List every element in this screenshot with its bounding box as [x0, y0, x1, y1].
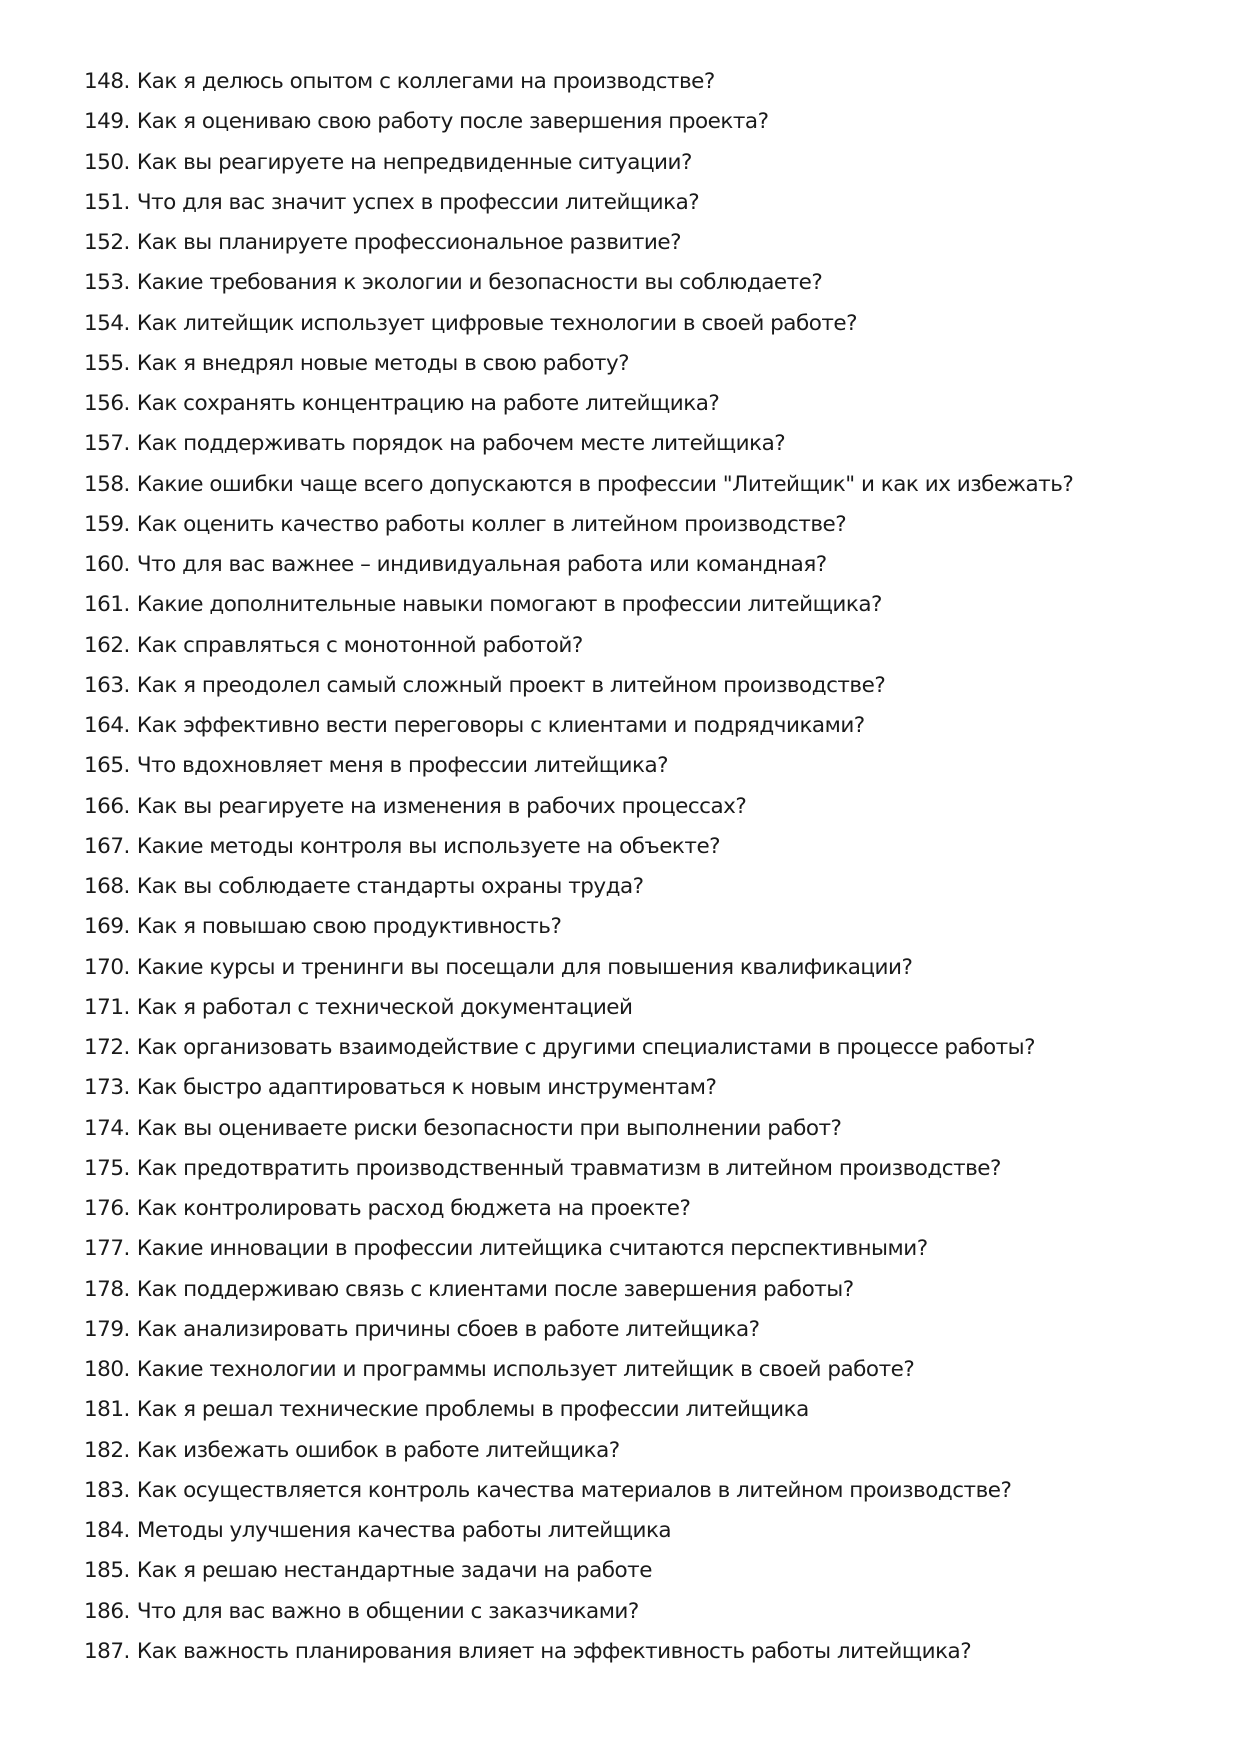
question-number: 161. [84, 592, 130, 618]
question-number: 178. [84, 1276, 130, 1302]
question-text: Какие ошибки чаще всего допускаются в профессии "Литейщик" и как их избежать? [136, 471, 1074, 497]
question-text: Какие инновации в профессии литейщика считаются перспективными? [136, 1236, 928, 1262]
question-item-151 [84, 183, 1204, 223]
question-item-152 [84, 223, 1204, 263]
question-item-182 [84, 1431, 1204, 1471]
question-item-169 [84, 907, 1204, 947]
question-list [84, 62, 1204, 1672]
question-text: Как литейщик использует цифровые технологии в своей работе? [136, 310, 858, 336]
question-item-175 [84, 1149, 1204, 1189]
question-number: 149. [84, 109, 130, 135]
question-item-171 [84, 988, 1204, 1028]
question-item-170 [84, 948, 1204, 988]
question-text: Какие методы контроля вы используете на объекте? [136, 833, 721, 859]
question-item-164 [84, 706, 1204, 746]
question-text: Как предотвратить производственный травматизм в литейном производстве? [136, 1155, 1001, 1181]
question-text: Как я преодолел самый сложный проект в литейном производстве? [136, 672, 886, 698]
question-item-158 [84, 465, 1204, 505]
question-text: Какие требования к экологии и безопасности вы соблюдаете? [136, 270, 823, 296]
question-number: 174. [84, 1115, 130, 1141]
question-text: Как я повышаю свою продуктивность? [136, 914, 562, 940]
question-number: 157. [84, 431, 130, 457]
question-item-167 [84, 827, 1204, 867]
question-item-148 [84, 62, 1204, 102]
question-item-155 [84, 344, 1204, 384]
question-number: 186. [84, 1598, 130, 1624]
question-number: 176. [84, 1196, 130, 1221]
question-number: 172. [84, 1035, 130, 1060]
question-item-183 [84, 1471, 1204, 1511]
question-item-161 [84, 585, 1204, 625]
question-item-157 [84, 424, 1204, 464]
question-number: 162. [84, 632, 130, 658]
question-number: 181. [84, 1397, 130, 1423]
question-number: 148. [84, 69, 130, 94]
question-text: Как вы реагируете на изменения в рабочих процессах? [136, 793, 747, 819]
question-text: Как оценить качество работы коллег в литейном производстве? [136, 511, 847, 537]
question-item-159 [84, 505, 1204, 545]
question-number: 185. [84, 1558, 130, 1584]
question-number: 183. [84, 1477, 130, 1503]
question-text: Что для вас значит успех в профессии литейщика? [136, 189, 700, 215]
question-number: 184. [84, 1518, 130, 1543]
question-number: 151. [84, 189, 130, 215]
question-item-168 [84, 867, 1204, 907]
question-text: Как быстро адаптироваться к новым инструментам? [136, 1075, 717, 1101]
question-item-162 [84, 626, 1204, 666]
question-text: Как поддерживаю связь с клиентами после завершения работы? [136, 1276, 854, 1302]
question-item-150 [84, 143, 1204, 183]
question-text: Какие технологии и программы использует литейщик в своей работе? [136, 1357, 915, 1382]
question-number: 177. [84, 1236, 130, 1262]
question-number: 175. [84, 1155, 130, 1181]
question-text: Как важность планирования влияет на эффективность работы литейщика? [136, 1638, 972, 1664]
question-item-156 [84, 384, 1204, 424]
question-text: Методы улучшения качества работы литейщика [136, 1518, 672, 1543]
question-item-173 [84, 1068, 1204, 1108]
question-number: 160. [84, 552, 130, 577]
question-number: 154. [84, 310, 130, 336]
question-item-154 [84, 304, 1204, 344]
question-text: Что вдохновляет меня в профессии литейщика? [136, 753, 669, 779]
question-text: Как осуществляется контроль качества материалов в литейном производстве? [136, 1477, 1012, 1503]
question-text: Какие дополнительные навыки помогают в профессии литейщика? [136, 592, 882, 618]
question-text: Как эффективно вести переговоры с клиентами и подрядчиками? [136, 713, 865, 738]
question-number: 163. [84, 672, 130, 698]
question-text: Как анализировать причины сбоев в работе литейщика? [136, 1316, 760, 1342]
question-number: 156. [84, 391, 130, 416]
question-text: Как справляться с монотонной работой? [136, 632, 583, 658]
question-number: 187. [84, 1638, 130, 1664]
question-item-176 [84, 1189, 1204, 1229]
question-number: 159. [84, 511, 130, 537]
question-text: Что для вас важнее – индивидуальная работа или командная? [136, 552, 827, 577]
question-number: 179. [84, 1316, 130, 1342]
question-text: Как вы оцениваете риски безопасности при выполнении работ? [136, 1115, 842, 1141]
question-text: Как я оцениваю свою работу после завершения проекта? [136, 109, 769, 135]
question-item-186 [84, 1592, 1204, 1632]
question-text: Как сохранять концентрацию на работе литейщика? [136, 391, 720, 416]
question-item-149 [84, 102, 1204, 142]
question-text: Как я решал технические проблемы в профессии литейщика [136, 1397, 809, 1423]
question-text: Как вы планируете профессиональное развитие? [136, 230, 681, 255]
question-item-179 [84, 1310, 1204, 1350]
question-text: Как контролировать расход бюджета на проекте? [136, 1196, 691, 1221]
question-number: 182. [84, 1437, 130, 1463]
question-item-180 [84, 1350, 1204, 1390]
question-number: 169. [84, 914, 130, 940]
question-number: 165. [84, 753, 130, 779]
question-item-185 [84, 1551, 1204, 1591]
question-text: Какие курсы и тренинги вы посещали для повышения квалификации? [136, 954, 913, 980]
question-number: 168. [84, 874, 130, 899]
question-number: 180. [84, 1357, 130, 1382]
question-item-172 [84, 1028, 1204, 1068]
question-text: Как вы реагируете на непредвиденные ситуации? [136, 149, 692, 175]
question-item-187 [84, 1632, 1204, 1672]
question-item-178 [84, 1270, 1204, 1310]
question-item-177 [84, 1229, 1204, 1269]
question-text: Как я работал с технической документацией [136, 994, 633, 1020]
question-text: Как я внедрял новые методы в свою работу? [136, 350, 630, 376]
question-number: 166. [84, 793, 130, 819]
question-number: 173. [84, 1075, 130, 1101]
question-item-160 [84, 545, 1204, 585]
question-item-184 [84, 1511, 1204, 1551]
question-number: 150. [84, 149, 130, 175]
question-item-165 [84, 746, 1204, 786]
question-text: Как я делюсь опытом с коллегами на производстве? [136, 69, 715, 94]
question-number: 152. [84, 230, 130, 255]
question-text: Как я решаю нестандартные задачи на работе [136, 1558, 652, 1584]
question-number: 153. [84, 270, 130, 296]
question-item-153 [84, 263, 1204, 303]
question-text: Как вы соблюдаете стандарты охраны труда? [136, 874, 644, 899]
question-text: Как поддерживать порядок на рабочем месте литейщика? [136, 431, 786, 457]
question-item-174 [84, 1109, 1204, 1149]
question-number: 171. [84, 994, 130, 1020]
question-number: 158. [84, 471, 130, 497]
question-number: 164. [84, 713, 130, 738]
question-number: 170. [84, 954, 130, 980]
question-item-181 [84, 1390, 1204, 1430]
question-text: Что для вас важно в общении с заказчиками? [136, 1598, 639, 1624]
question-item-163 [84, 666, 1204, 706]
question-text: Как избежать ошибок в работе литейщика? [136, 1437, 620, 1463]
question-text: Как организовать взаимодействие с другими специалистами в процессе работы? [136, 1035, 1036, 1060]
question-number: 167. [84, 833, 130, 859]
question-number: 155. [84, 350, 130, 376]
question-item-166 [84, 787, 1204, 827]
